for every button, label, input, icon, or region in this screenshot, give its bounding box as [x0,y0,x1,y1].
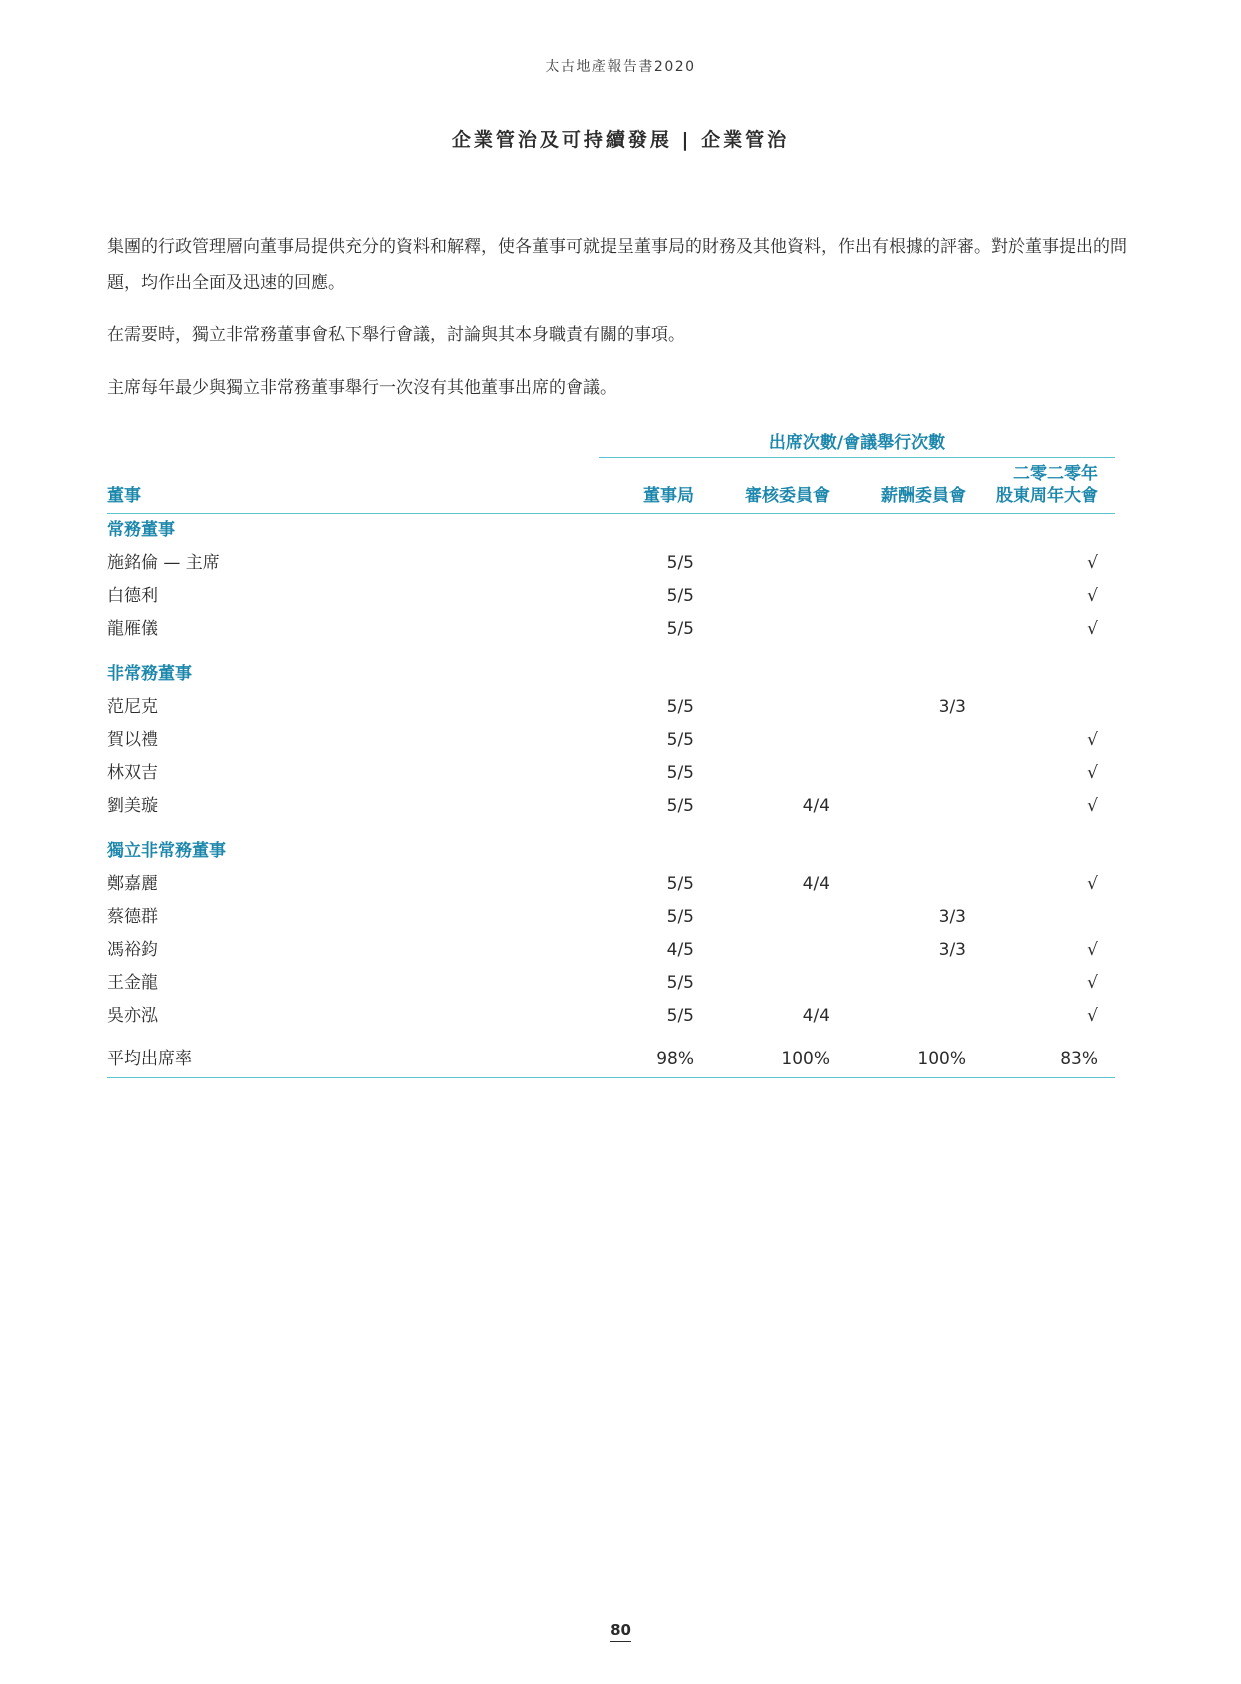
director-name: 白德利 [107,586,158,606]
board-attendance: 5/5 [666,553,694,573]
board-attendance: 5/5 [666,730,694,750]
table-row [107,580,1115,613]
table-row [107,613,1115,646]
board-attendance: 5/5 [666,1006,694,1026]
column-header-row [107,458,1115,514]
table-row [107,901,1115,934]
agm-attendance: √ [1087,586,1098,606]
body-paragraph-3: 主席每年最少與獨立非常務董事舉行一次沒有其他董事出席的會議。 [107,378,617,398]
attendance-table [107,424,1115,1078]
table-row [107,790,1115,823]
category-row [107,514,1115,547]
agm-attendance: √ [1087,730,1098,750]
column-header-audit: 審核委員會 [745,486,830,506]
table-row [107,868,1115,901]
director-name: 施銘倫 — 主席 [107,553,220,573]
audit-attendance: 4/4 [802,874,830,894]
director-name: 吳亦泓 [107,1006,158,1026]
category-label: 非常務董事 [107,664,192,684]
average-audit: 100% [781,1049,830,1069]
table-row [107,934,1115,967]
agm-attendance: √ [1087,940,1098,960]
board-attendance: 5/5 [666,874,694,894]
category-row [107,658,1115,691]
running-head: 太古地產報告書2020 [545,59,696,75]
board-attendance: 5/5 [666,973,694,993]
category-gap [107,646,1115,658]
section-title: 企業管治及可持續發展 | 企業管治 [451,129,790,151]
director-name: 鄭嘉麗 [107,874,158,894]
category-label: 常務董事 [107,520,175,540]
table-row [107,757,1115,790]
director-name: 龍雁儀 [107,619,158,639]
board-attendance: 5/5 [666,697,694,717]
board-attendance: 5/5 [666,619,694,639]
director-name: 劉美璇 [107,796,158,816]
group-header-row [107,424,1115,458]
director-name: 林双吉 [107,763,158,783]
column-header-agm [996,463,1098,507]
agm-attendance: √ [1087,553,1098,573]
agm-attendance: √ [1087,973,1098,993]
average-row [107,1041,1115,1078]
body-paragraph-1: 集團的行政管理層向董事局提供充分的資料和解釋，使各董事可就提呈董事局的財務及其他資料，作出有根據的評審。對於董事提出的問題，均作出全面及迅速的回應。 [107,237,1127,293]
board-attendance: 5/5 [666,796,694,816]
category-row [107,835,1115,868]
average-remuneration: 100% [917,1049,966,1069]
director-name: 王金龍 [107,973,158,993]
remuneration-attendance: 3/3 [938,697,966,717]
agm-attendance: √ [1087,763,1098,783]
board-attendance: 5/5 [666,907,694,927]
agm-attendance: √ [1087,1006,1098,1026]
board-attendance: 5/5 [666,586,694,606]
average-board: 98% [656,1049,694,1069]
board-attendance: 5/5 [666,763,694,783]
category-gap [107,823,1115,835]
column-header-director: 董事 [107,486,141,506]
board-attendance: 4/5 [666,940,694,960]
column-header-agm-line2: 股東周年大會 [996,486,1098,506]
agm-attendance: √ [1087,796,1098,816]
remuneration-attendance: 3/3 [938,940,966,960]
table-row [107,691,1115,724]
table-row [107,547,1115,580]
group-header: 出席次數/會議舉行次數 [768,433,946,453]
average-label: 平均出席率 [107,1049,192,1069]
director-name: 蔡德群 [107,907,158,927]
column-header-agm-line1: 二零二零年 [1013,464,1098,484]
category-label: 獨立非常務董事 [107,841,226,861]
column-header-remuneration: 薪酬委員會 [881,486,966,506]
body-paragraph-2: 在需要時，獨立非常務董事會私下舉行會議，討論與其本身職責有關的事項。 [107,325,685,345]
table-row [107,967,1115,1000]
director-name: 范尼克 [107,697,158,717]
audit-attendance: 4/4 [802,1006,830,1026]
average-agm: 83% [1060,1049,1098,1069]
column-header-board: 董事局 [643,486,694,506]
page-number [0,1621,1241,1639]
agm-attendance: √ [1087,874,1098,894]
page-number-text: 80 [610,1621,631,1642]
remuneration-attendance: 3/3 [938,907,966,927]
table-row [107,1000,1115,1033]
table-body [107,514,1115,1033]
director-name: 賀以禮 [107,730,158,750]
director-name: 馮裕鈞 [107,940,158,960]
agm-attendance: √ [1087,619,1098,639]
table-row [107,724,1115,757]
audit-attendance: 4/4 [802,796,830,816]
